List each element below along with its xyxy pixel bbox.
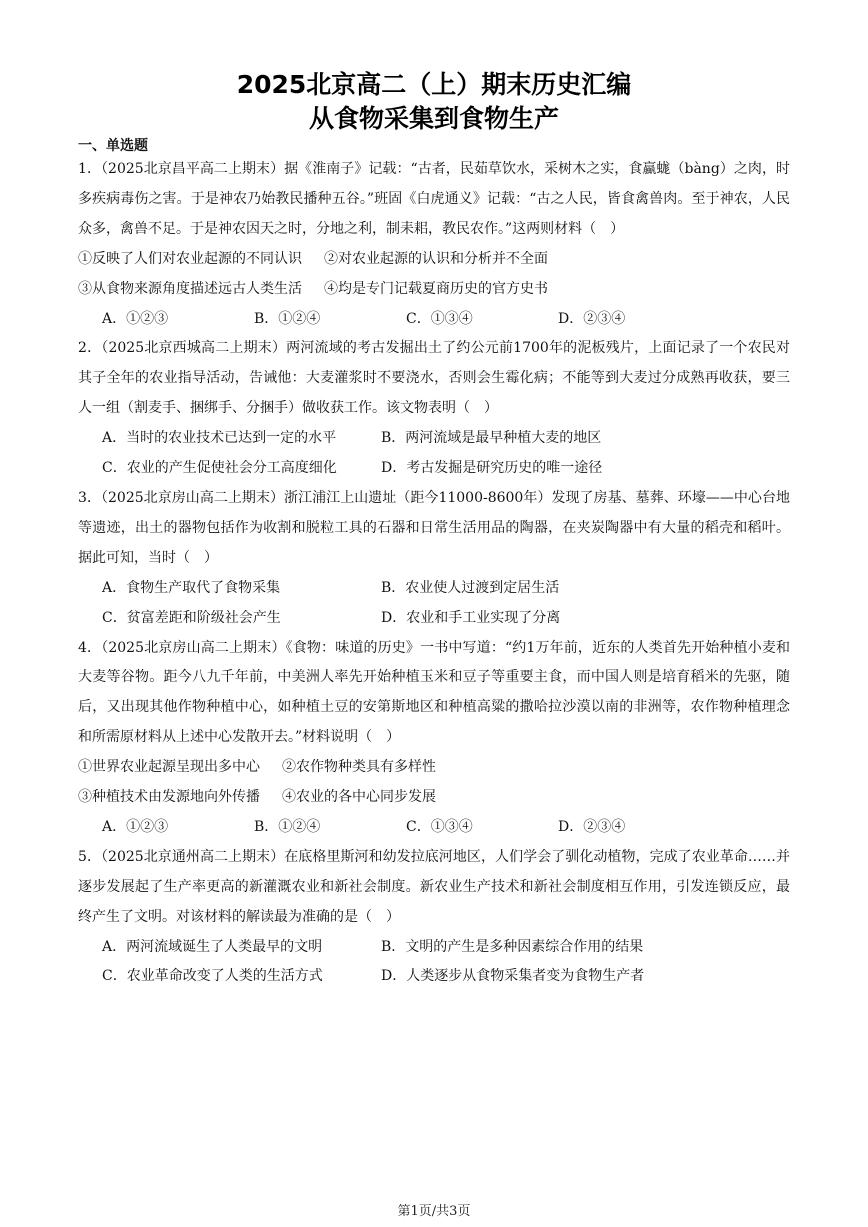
option-row xyxy=(78,454,790,484)
option-d[interactable]: D．考古发掘是研究历史的唯一途径 xyxy=(381,460,603,477)
statement-row xyxy=(78,245,790,275)
statement: ③从食物来源角度描述远古人类生活 xyxy=(78,280,302,297)
option-d[interactable]: D．农业和手工业实现了分离 xyxy=(381,609,561,626)
option-b[interactable]: B．文明的产生是多种因素综合作用的结果 xyxy=(381,938,644,955)
option-row xyxy=(78,305,790,335)
question-2 xyxy=(78,334,790,484)
option-c[interactable]: C．①③④ xyxy=(406,818,473,835)
question-1 xyxy=(78,155,790,334)
statement-row xyxy=(78,275,790,305)
question-4 xyxy=(78,634,790,843)
question-list xyxy=(78,155,790,992)
option-row xyxy=(78,424,790,454)
option-c[interactable]: C．农业革命改变了人类的生活方式 xyxy=(102,968,323,985)
option-a[interactable]: A．两河流域诞生了人类最早的文明 xyxy=(102,938,323,955)
option-d[interactable]: D．②③④ xyxy=(558,310,626,327)
statement-row xyxy=(78,753,790,783)
statement-row xyxy=(78,783,790,813)
option-c[interactable]: C．①③④ xyxy=(406,310,473,327)
option-d[interactable]: D．②③④ xyxy=(558,818,626,835)
option-c[interactable]: C．贫富差距和阶级社会产生 xyxy=(102,609,281,626)
statement: ②对农业起源的认识和分析并不全面 xyxy=(324,250,548,267)
page-indicator: 第1页/共3页 xyxy=(397,1204,471,1219)
document-subtitle: 从食物采集到食物生产 xyxy=(308,104,559,133)
statement: ②农作物种类具有多样性 xyxy=(282,759,436,776)
statement: ③种植技术由发源地向外传播 xyxy=(78,789,260,806)
option-c[interactable]: C．农业的产生促使社会分工高度细化 xyxy=(102,460,337,477)
statement: ④农业的各中心同步发展 xyxy=(282,789,436,806)
option-a[interactable]: A．①②③ xyxy=(102,310,169,327)
section-heading: 一、单选题 xyxy=(78,138,148,154)
option-b[interactable]: B．①②④ xyxy=(254,310,321,327)
option-row xyxy=(78,962,790,992)
question-3 xyxy=(78,484,790,634)
document-title: 2025北京高二（上）期末历史汇编 xyxy=(236,70,632,99)
statement: ④均是专门记载夏商历史的官方史书 xyxy=(324,280,548,297)
option-b[interactable]: B．两河流域是最早种植大麦的地区 xyxy=(381,430,602,447)
question-5 xyxy=(78,843,790,993)
option-d[interactable]: D．人类逐步从食物采集者变为食物生产者 xyxy=(381,968,645,985)
option-a[interactable]: A．食物生产取代了食物采集 xyxy=(102,579,281,596)
question-stem: 1．（2025北京昌平高二上期末）据《淮南子》记载：“古者，民茹草饮水，采树木之实，食蠃蛖（bàng）之肉，时多疾病毒伤之害。于是神农乃始教民播种五谷。”班固《白虎通义》记载：“古之人民，皆食禽兽肉。至于神农，人民众多，禽兽不足。于是神农因天之时，分地之利，制耒耜，教民农作。”这两则材料（ ） xyxy=(78,161,790,237)
statement: ①反映了人们对农业起源的不同认识 xyxy=(78,250,302,267)
option-row xyxy=(78,574,790,604)
option-a[interactable]: A．当时的农业技术已达到一定的水平 xyxy=(102,430,337,447)
question-stem: 3．（2025北京房山高二上期末）浙江浦江上山遗址（距今11000-8600年）发现了房基、墓葬、环壕——中心台地等遗迹，出土的器物包括作为收割和脱粒工具的石器和日常生活用品的陶器，在夹炭陶器中有大量的稻壳和稻叶。据此可知，当时（ ） xyxy=(78,489,790,566)
option-row xyxy=(78,813,790,843)
question-stem: 2．（2025北京西城高二上期末）两河流域的考古发掘出土了约公元前1700年的泥板残片，上面记录了一个农民对其子全年的农业指导活动，告诫他：大麦灌浆时不要浇水，否则会生霉化病；不能等到大麦过分成熟再收获，要三人一组（割麦手、捆绑手、分捆手）做收获工作。该文物表明（ ） xyxy=(78,340,790,417)
question-stem: 4．（2025北京房山高二上期末）《食物：味道的历史》一书中写道：“约1万年前，近东的人类首先开始种植小麦和大麦等谷物。距今八九千年前，中美洲人率先开始种植玉米和豆子等重要主食，而中国人则是培育稻米的先驱，随后，又出现其他作物种植中心，如种植土豆的安第斯地区和种植高粱的撒哈拉沙漠以南的非洲等，农作物种植理念和所需原材料从上述中心发散开去。”材料说明（ ） xyxy=(78,639,790,746)
option-a[interactable]: A．①②③ xyxy=(102,818,169,835)
option-b[interactable]: B．①②④ xyxy=(254,818,321,835)
statement: ①世界农业起源呈现出多中心 xyxy=(78,759,260,776)
question-stem: 5．（2025北京通州高二上期末）在底格里斯河和幼发拉底河地区，人们学会了驯化动植物，完成了农业革命……并逐步发展起了生产率更高的新灌溉农业和新社会制度。新农业生产技术和新社会制度相互作用，引发连锁反应，最终产生了文明。对该材料的解读最为准确的是（ ） xyxy=(78,848,790,925)
option-row xyxy=(78,604,790,634)
option-b[interactable]: B．农业使人过渡到定居生活 xyxy=(381,579,560,596)
option-row xyxy=(78,933,790,963)
